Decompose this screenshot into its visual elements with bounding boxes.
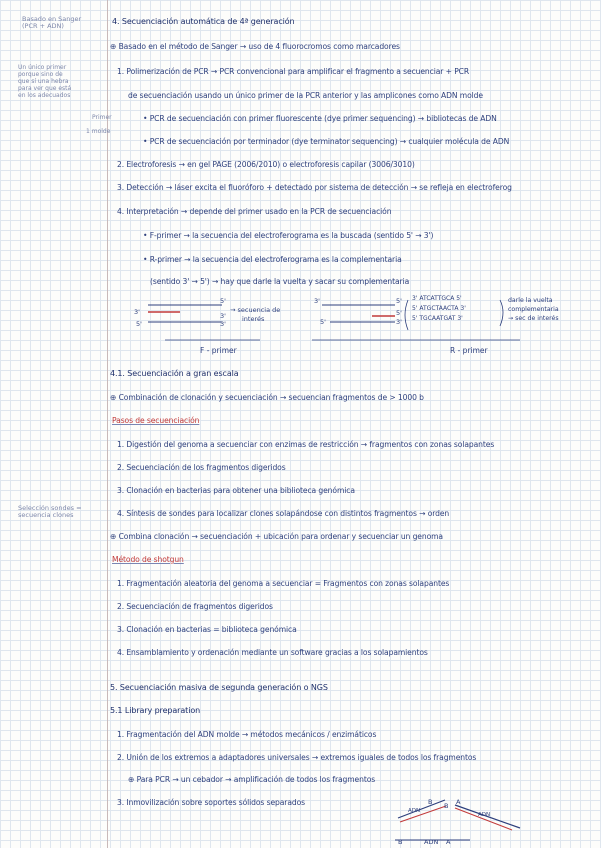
diagram-right-bottom-5: 5' [320,318,326,326]
diagram-right-top-5: 5' [396,297,402,305]
sidebar-note-line: Basado en Sanger [22,15,82,23]
note-line: 1. Digestión del genoma a secuenciar con enzimas de restricción → fragmentos con zonas solapantes [117,440,495,449]
note-line: 4. Ensamblamiento y ordenación mediante un software gracias a los solapamientos [117,648,428,657]
diagram-left-bottom-3: 3' [220,312,226,320]
diagram-right-note [508,296,559,323]
sketch-label-adn: ADN [408,808,421,814]
sidebar-label-primer: Primer [92,114,112,121]
diagram-left-label [230,306,280,324]
note-line: (sentido 3' → 5') → hay que darle la vuelta y sacar su complementaria [150,277,410,286]
sidebar-label-molde: 1 molde [86,128,111,135]
sidebar-note-line: Selección sondes = [18,504,82,512]
sketch-label-adn3: ADN [424,838,439,846]
sidebar-note-line: (PCR + ADN) [22,22,64,30]
note-line: 1. Fragmentación del ADN molde → métodos mecánicos / enzimáticos [117,730,377,739]
diagram-left-red-3: 3' [134,308,140,316]
note-line: ⊕ Basado en el método de Sanger → uso de 4 fluorocromos como marcadores [110,42,400,51]
diagram-label-line: → secuencia de [230,306,281,314]
diagram-caption-r-primer: R - primer [450,346,488,355]
sketch-label-a: A [456,798,461,806]
diagram-label-line: interés [242,315,265,323]
sketch-label-b3: B [398,838,403,846]
diagram-caption-f-primer: F - primer [200,346,237,355]
sidebar-note-line: para ver que está [18,85,72,92]
sketch-label-b2: B [444,802,449,810]
diagram-note-line: → sec de interés [508,315,559,322]
heading-secuenciacion-automatica: 4. Secuenciación automática de 4ª generación [112,17,295,26]
diagram-note-line: darle la vuelta [508,297,553,304]
sidebar-note-line: secuencia clones [18,511,74,519]
heading-ngs: 5. Secuenciación masiva de segunda generación o NGS [110,683,328,692]
diagram-right-seq-2: 5' ATGCTAACTA 3' [412,305,466,312]
sketch-label-adn2: ADN [478,812,491,818]
note-line: 3. Detección → láser excita el fluoróforo + detectado por sistema de detección → se refleja en electroferog [117,183,512,192]
note-line: 2. Secuenciación de fragmentos digeridos [117,602,273,611]
diagram-left-bottom-left-5: 5' [136,320,142,328]
note-line: • PCR de secuenciación por terminador (dye terminator sequencing) → cualquier molécula de ADN [143,137,510,146]
diagram-right-red-5: 5' [396,309,402,317]
diagram-right-seq-3: 5' TGCAATGAT 3' [412,315,463,322]
note-line: 1. Polimerización de PCR → PCR convencional para amplificar el fragmento a secuenciar + PCR [117,67,470,76]
sidebar-note-line: Un único primer [18,64,67,71]
sketch-label-b: B [428,798,433,806]
note-line: 2. Unión de los extremos a adaptadores universales → extremos iguales de todos los fragmentos [117,753,477,762]
note-line: 4. Interpretación → depende del primer usado en la PCR de secuenciación [117,207,392,216]
note-line: 1. Fragmentación aleatoria del genoma a secuenciar = Fragmentos con zonas solapantes [117,579,450,588]
diagram-left-bottom-right-3: 3' [220,320,226,328]
diagram-right-seq-1: 3' ATCATTGCA 5' [412,295,462,302]
sidebar-note-line: porque sino de [18,71,63,78]
sidebar-note-line: en los adecuados [18,92,71,99]
diagram-note-line: complementaria [508,306,559,313]
note-line: ⊕ Combinación de clonación y secuenciación → secuencian fragmentos de > 1000 b [110,393,424,402]
subheading-shotgun: Método de shotgun [112,555,184,564]
diagram-right-top-3: 3' [314,297,320,305]
note-line: ⊕ Para PCR → un cebador → amplificación de todos los fragmentos [128,775,376,784]
diagram-left-top-5: 5' [220,297,226,305]
heading-library-preparation: 5.1 Library preparation [110,706,201,715]
sidebar-note-line: que sí una hebra [18,78,69,85]
note-line: 3. Clonación en bacterias = biblioteca genómica [117,625,297,634]
note-line: • PCR de secuenciación con primer fluorescente (dye primer sequencing) → bibliotecas de ADN [143,114,497,123]
diagram-right-bottom-3: 3' [396,318,402,326]
note-line: • F-primer → la secuencia del electroferograma es la buscada (sentido 5' → 3') [143,231,434,240]
subheading-pasos: Pasos de secuenciación [112,416,200,425]
sketch-label-a2: A [446,838,451,846]
note-line: 4. Síntesis de sondes para localizar clones solapándose con distintos fragmentos → orden [117,509,450,518]
note-line: 2. Secuenciación de los fragmentos digeridos [117,463,286,472]
note-line: de secuenciación usando un único primer de la PCR anterior y las amplicones como ADN molde [128,91,483,100]
note-line: 3. Clonación en bacterias para obtener una biblioteca genómica [117,486,355,495]
note-line: ⊕ Combina clonación → secuenciación + ubicación para ordenar y secuenciar un genoma [110,532,443,541]
heading-gran-escala: 4.1. Secuenciación a gran escala [110,369,239,378]
note-line: 3. Inmovilización sobre soportes sólidos separados [117,798,306,807]
note-line: 2. Electroforesis → en gel PAGE (2006/2010) o electroforesis capilar (3006/3010) [117,160,415,169]
note-line: • R-primer → la secuencia del electroferograma es la complementaria [143,255,402,264]
